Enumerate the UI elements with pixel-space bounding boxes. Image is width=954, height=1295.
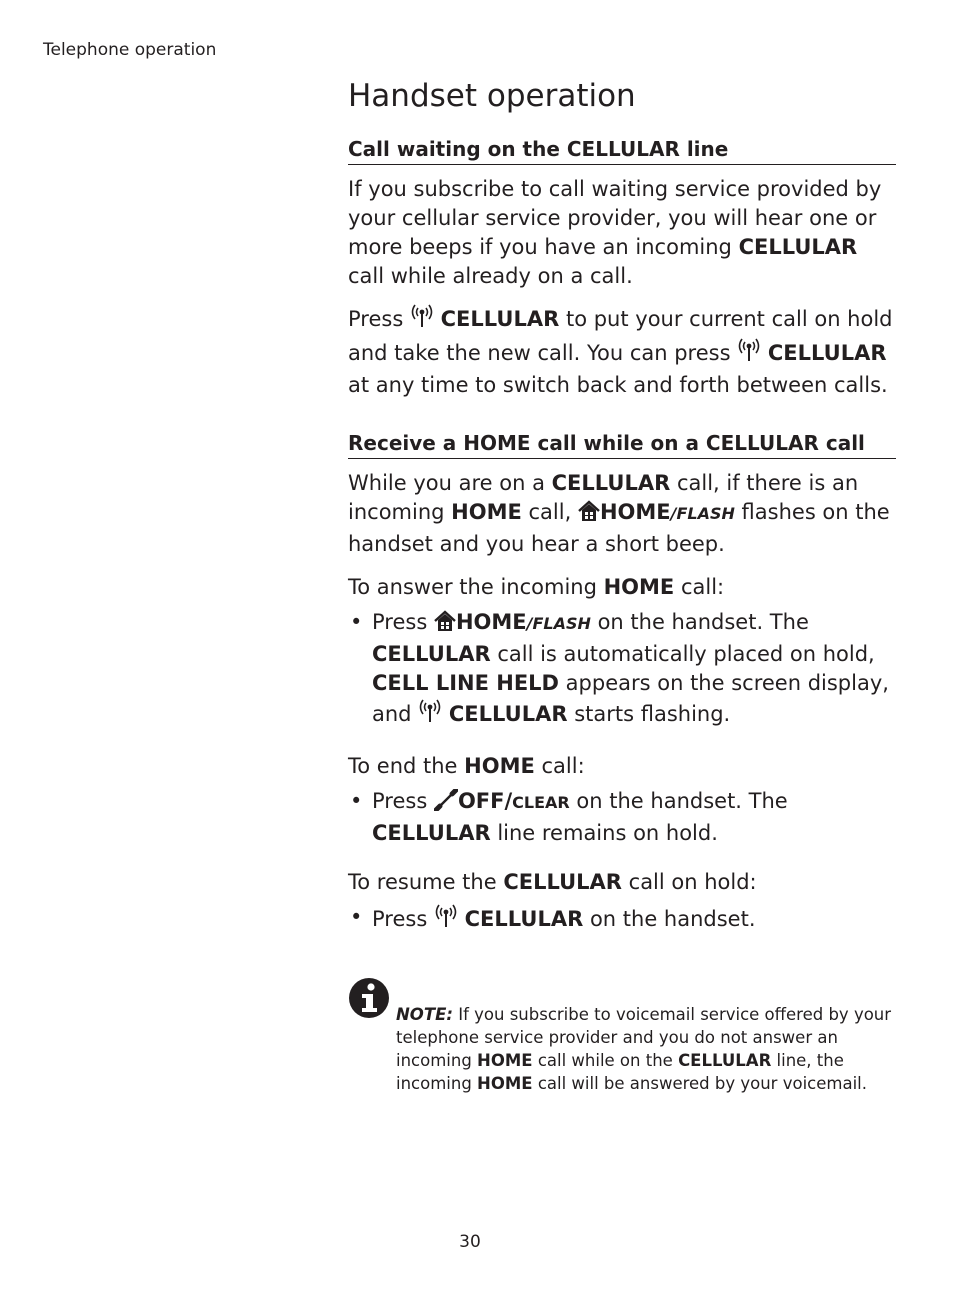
paragraph-to-resume: To resume the CELLULAR call on hold: [348, 870, 757, 894]
content [348, 74, 896, 1095]
heading-receive-home-call: Receive a HOME call while on a CELLULAR call [348, 430, 896, 459]
cellular-antenna-icon [737, 337, 761, 371]
heading-call-waiting: Call waiting on the CELLULAR line [348, 136, 896, 165]
paragraph-call-waiting-intro: If you subscribe to call waiting service provided by your cellular service provider, you will hear one or more beeps if you have an incoming CELLULAR call while already on a call. [348, 177, 882, 288]
paragraph-home-call-intro: While you are on a CELLULAR call, if there is an incoming HOME call, HOME/FLASH flashes on the handset and you hear a short beep. [348, 471, 890, 556]
list-item: • Press HOME/FLASH on the handset. The CELLULAR call is automatically placed on hold, CELL LINE HELD appears on the screen display, and CELLULAR starts flashing. [348, 608, 896, 732]
handset-off-icon [434, 789, 458, 819]
section-label: Telephone operation [43, 40, 217, 60]
resume-steps [348, 903, 896, 937]
end-steps [348, 787, 896, 848]
cellular-antenna-icon [434, 903, 458, 937]
page-number: 30 [459, 1232, 481, 1252]
note-text: NOTE: If you subscribe to voicemail service offered by your telephone service provider and you do not answer an incoming HOME call while on the CELLULAR line, the incoming HOME call will be answered by your voicemail. [396, 1005, 892, 1093]
cellular-antenna-icon [410, 303, 434, 337]
list-item: • Press OFF/CLEAR on the handset. The CELLULAR line remains on hold. [348, 787, 896, 848]
note-box [348, 977, 896, 1095]
paragraph-press-cellular: Press CELLULAR to put your current call on hold and take the new call. You can press CELLULAR at any time to switch back and forth between calls. [348, 303, 896, 400]
cellular-antenna-icon [418, 698, 442, 732]
paragraph-to-answer: To answer the incoming HOME call: [348, 575, 725, 599]
page-title: Handset operation [348, 78, 636, 114]
paragraph-to-end: To end the HOME call: [348, 754, 585, 778]
list-item: • Press CELLULAR on the handset. [348, 903, 896, 937]
home-icon [578, 500, 600, 530]
info-icon [348, 977, 390, 1023]
answer-steps [348, 608, 896, 732]
home-icon [434, 610, 456, 640]
